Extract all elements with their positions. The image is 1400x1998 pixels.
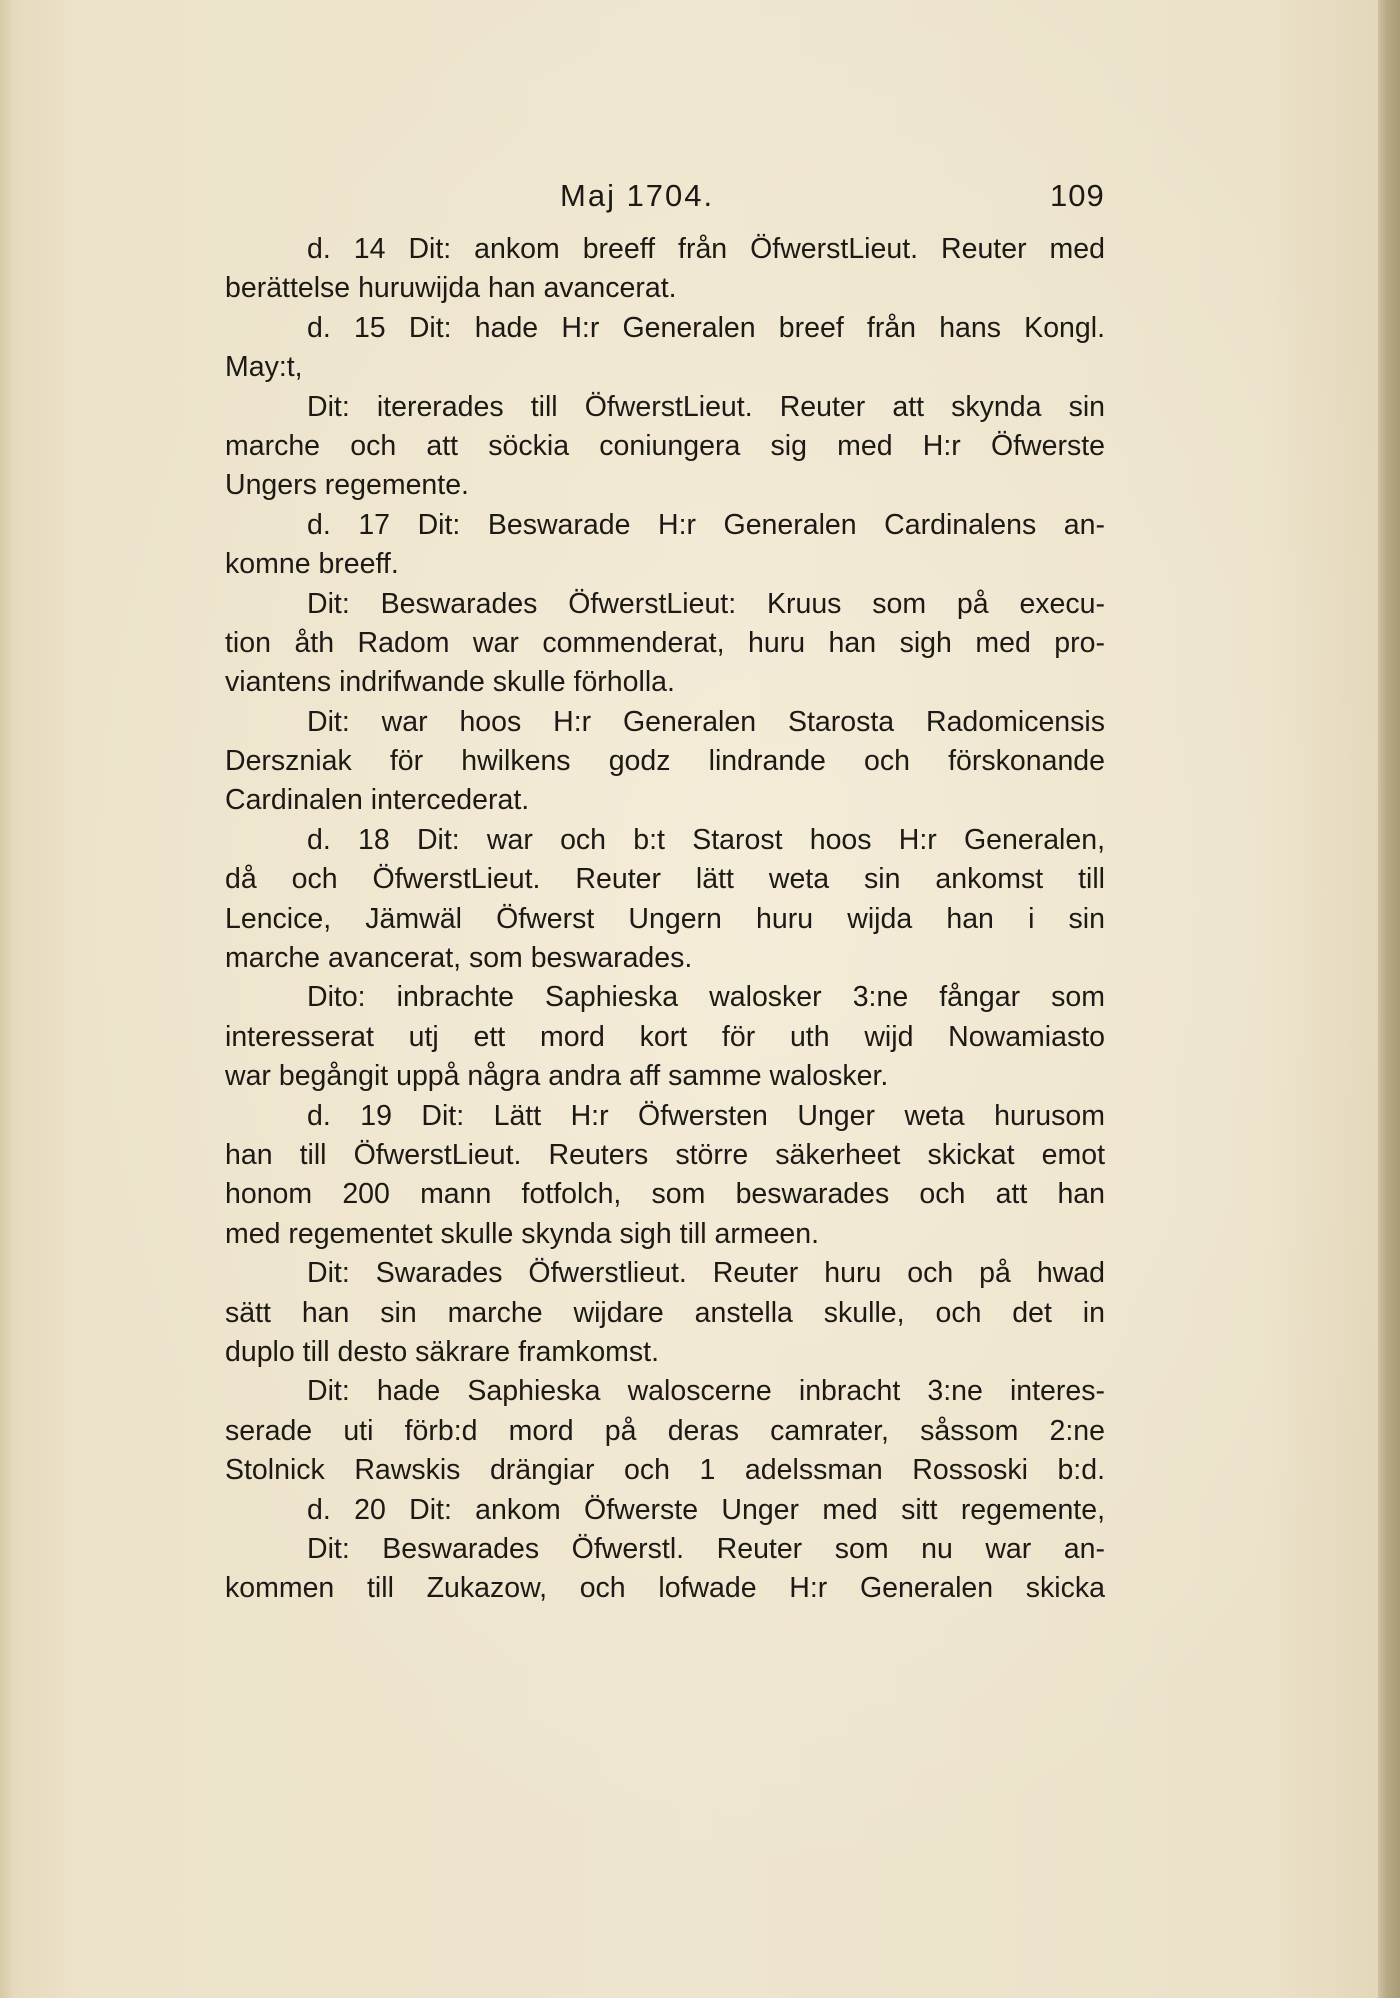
page-edge-shadow-left bbox=[0, 0, 14, 1998]
text-line: kommen till Zukazow, och lofwade H:r Generalen skicka bbox=[225, 1572, 1105, 1605]
text-line: d. 20 Dit: ankom Öfwerste Unger med sitt regemente, bbox=[307, 1493, 1105, 1526]
text-line: Dit: itererades till ÖfwerstLieut. Reuter att skynda sin bbox=[307, 390, 1105, 423]
text-line: Stolnick Rawskis drängiar och 1 adelssman Rossoski b:d. bbox=[225, 1454, 1105, 1487]
text-line: marche avancerat, som beswarades. bbox=[225, 942, 693, 975]
text-line: d. 17 Dit: Beswarade H:r Generalen Cardinalens an- bbox=[307, 508, 1105, 541]
text-line: viantens indrifwande skulle förholla. bbox=[225, 666, 675, 699]
text-line: med regementet skulle skynda sigh till armeen. bbox=[225, 1217, 820, 1250]
page-number: 109 bbox=[1050, 178, 1105, 213]
text-line: Dito: inbrachte Saphieska walosker 3:ne fångar som bbox=[307, 981, 1105, 1014]
text-line: han till ÖfwerstLieut. Reuters större säkerheet skickat emot bbox=[225, 1138, 1105, 1171]
text-line: berättelse huruwijda han avancerat. bbox=[225, 272, 677, 305]
text-line: tion åth Radom war commenderat, huru han sigh med pro- bbox=[225, 626, 1105, 659]
text-line: Dit: Beswarades Öfwerstl. Reuter som nu war an- bbox=[307, 1532, 1105, 1565]
text-line: d. 18 Dit: war och b:t Starost hoos H:r Generalen, bbox=[307, 823, 1105, 856]
text-line: Lencice, Jämwäl Öfwerst Ungern huru wijda han i sin bbox=[225, 902, 1105, 935]
text-line: sätt han sin marche wijdare anstella skulle, och det in bbox=[225, 1296, 1105, 1329]
text-line: marche och att söckia coniungera sig med H:r Öfwerste bbox=[225, 429, 1105, 462]
text-line: Ungers regemente. bbox=[225, 469, 469, 502]
text-line: då och ÖfwerstLieut. Reuter lätt weta sin ankomst till bbox=[225, 863, 1105, 896]
text-line: May:t, bbox=[225, 351, 303, 384]
text-line: Cardinalen intercederat. bbox=[225, 784, 530, 817]
text-line: serade uti förb:d mord på deras camrater, såssom 2:ne bbox=[225, 1414, 1105, 1447]
text-line: interesserat utj ett mord kort för uth wijd Nowamiasto bbox=[225, 1020, 1105, 1053]
text-line: d. 19 Dit: Lätt H:r Öfwersten Unger weta hurusom bbox=[307, 1099, 1105, 1132]
text-line: Dit: Swarades Öfwerstlieut. Reuter huru och på hwad bbox=[307, 1257, 1105, 1290]
running-head: Maj 1704. bbox=[560, 178, 715, 213]
text-line: Derszniak för hwilkens godz lindrande och förskonande bbox=[225, 745, 1105, 778]
text-line: d. 14 Dit: ankom breeff från ÖfwerstLieut. Reuter med bbox=[307, 233, 1105, 265]
text-line: d. 15 Dit: hade H:r Generalen breef från hans Kongl. bbox=[307, 311, 1105, 344]
text-line: komne breeff. bbox=[225, 548, 399, 581]
text-line: honom 200 mann fotfolch, som beswarades och att han bbox=[225, 1178, 1105, 1211]
text-line: Dit: Beswarades ÖfwerstLieut: Kruus som på execu- bbox=[307, 587, 1105, 620]
page-edge-shadow-right bbox=[1378, 0, 1400, 1998]
text-line: Dit: hade Saphieska waloscerne inbracht 3:ne interes- bbox=[307, 1375, 1105, 1408]
text-line: Dit: war hoos H:r Generalen Starosta Radomicensis bbox=[307, 705, 1105, 738]
text-line: war begångit uppå några andra aff samme walosker. bbox=[225, 1060, 889, 1093]
body-text bbox=[225, 230, 1105, 1609]
text-line: duplo till desto säkrare framkomst. bbox=[225, 1335, 659, 1368]
